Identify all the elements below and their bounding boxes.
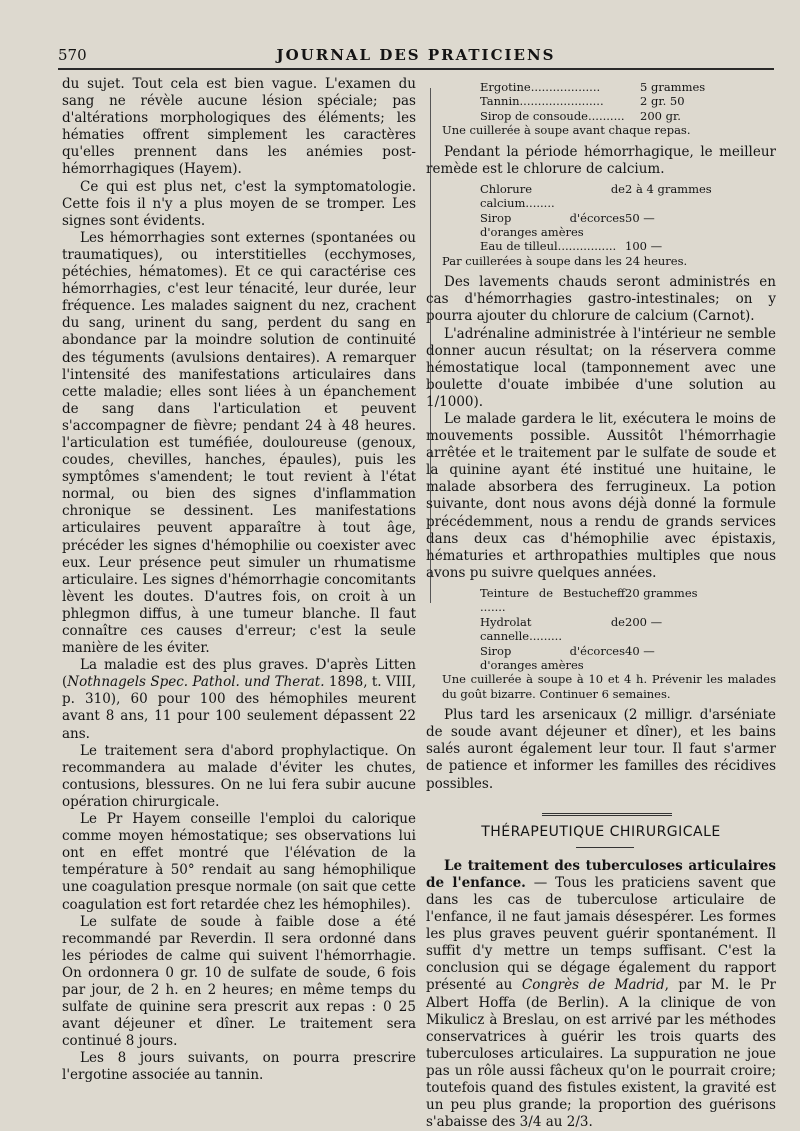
amount: 50 —: [625, 210, 655, 225]
page-header: [58, 44, 774, 68]
prescription-line: [440, 182, 776, 211]
citation: Congrès de Madrid: [521, 977, 665, 994]
text-run: — Tous les praticiens savent que dans les cas de tuberculose articulaire de l'enfance, il ne faut jamais désespérer. Les formes les plus graves peuvent guérir spontanément. Il suffit d'y mettre un temps suffisant. C'est la conclusion qui se dégage également du rapport présenté au: [426, 874, 777, 994]
prescription-line: [440, 94, 776, 108]
header-rule: [58, 68, 774, 70]
paragraph: L'adrénaline administrée à l'intérieur ne semble donner aucun résultat; on la réservera comme hémostatique local (tamponnement avec une boulette d'ouate imbibée d'une solution au 1/1000).: [426, 325, 776, 410]
left-column: [62, 76, 416, 1085]
paragraph: du sujet. Tout cela est bien vague. L'examen du sang ne révèle aucune lésion spéciale; pas d'altérations morphologiques des éléments; les hématies offrent simplement les caractères qu'elles prennent dans les anémies post-hémorrhagiques (Hayem).: [62, 76, 416, 178]
prescription-line: [440, 211, 776, 240]
ingredient: Ergotine...................: [480, 80, 601, 94]
page-number: 570: [58, 46, 87, 64]
paragraph: Le Pr Hayem conseille l'emploi du calorique comme moyen hémostatique; ses observations lui ont en effet montré que l'élévation de la température à 50° rendait au sang hémophilique une coagulation presque normale (on sait que cette coagulation est fort retardée chez les hémophiles).: [62, 811, 416, 913]
paragraph: Le traitement sera d'abord prophylactique. On recommandera au malade d'éviter les chutes, contusions, blessures. On ne lui fera subir aucune opération chirurgicale.: [62, 742, 416, 810]
prescription-line: [440, 239, 776, 253]
prescription-line: [440, 615, 776, 644]
article-title: Le traitement des tuberculoses articulaires de l'enfance.: [426, 857, 776, 891]
paragraph: Les 8 jours suivants, on pourra prescrire l'ergotine associée au tannin.: [62, 1050, 416, 1084]
amount: 20 grammes: [625, 585, 698, 600]
text-run: 1898, t. VIII, p. 310), 60 pour 100 des hémophiles meurent avant 8 ans, 11 pour 100 seulement dépassent 22 ans.: [62, 674, 416, 742]
journal-title: JOURNAL DES PRATICIENS: [276, 46, 556, 64]
text-run: , par M. le Pr Albert Hoffa (de Berlin). A la clinique de von Mikulicz à Breslau, on est arrivé par les méthodes conservatrices à guérir les trois quarts des tuberculoses articulaires. La suppuration ne joue pas un rôle aussi fâcheux qu'on le pourrait croire; toutefois quand des fistules existent, la gravité est un peu plus grande; la proportion des guérisons s'abaisse des 3/4 au 2/3.: [426, 977, 776, 1131]
paragraph: Le malade gardera le lit, exécutera le moins de mouvements possible. Aussitôt l'hémorrhagie arrêtée et le traitement par le sulfate de soude et la quinine ayant été institué une huitaine, le malade absorbera des ferrugineux. La potion suivante, dont nous avons déjà donné la formule précédemment, nous a rendu de grands services dans deux cas d'hémophilie avec épistaxis, hématuries et arthropathies multiples que nous avons pu suivre quelques années.: [426, 411, 776, 581]
amount: 2 gr. 50: [640, 94, 685, 109]
paragraph: Les hémorrhagies sont externes (spontanées ou traumatiques), ou interstitielles (ecchymoses, pétéchies, hématomes). Et ce qui caractérise ces hémorrhagies, c'est leur ténacité, leur durée, leur fréquence. Les malades saignent du nez, crachent du sang, urinent du sang, perdent du sang en abondance par la moindre solution de continuité des téguments (avulsions dentaires). A remarquer l'intensité des manifestations articulaires dans cette maladie; elles sont liées à un épanchement de sang dans l'articulation et peuvent s'accompagner de fièvre; pendant 24 à 48 heures. l'articulation est tuméfiée, douloureuse (genoux, coudes, chevilles, hanches, épaules), puis les symptômes s'amendent; le tout revient à l'état normal, ou bien des signes d'inflammation chronique se dessinent. Les manifestations articulaires peuvent apparaître à tout âge, précéder les signes d'hémophilie ou coexister avec eux. Leur présence peut simuler un rhumatisme articulaire. Les signes d'hémorrhagie concomitants lèvent les doutes. D'autres fois, on croit à un phlegmon diffus, à une tumeur blanche. Il faut connaître ces causes d'erreur; c'est la seule manière de les éviter.: [62, 229, 416, 657]
paragraph: Plus tard les arsenicaux (2 milligr. d'arséniate de soude avant déjeuner et dîner), et les bains salés auront également leur tour. Il faut s'armer de patience et informer les familles des récidives possibles.: [426, 707, 776, 792]
section-separator: [542, 813, 672, 816]
amount: 100 —: [625, 239, 663, 254]
ingredient: Teinture de Bestucheff .......: [480, 585, 625, 615]
prescription-note: Une cuillerée à soupe avant chaque repas.: [442, 123, 691, 138]
prescription-line: [440, 109, 776, 123]
paragraph: [62, 657, 416, 742]
right-column: [426, 76, 776, 1131]
paragraph: Le sulfate de soude à faible dose a été recommandé par Reverdin. Il sera ordonné dans les périodes de calme qui suivent l'hémorrhagie. On ordonnera 0 gr. 10 de sulfate de soude, 6 fois par jour, de 2 h. en 2 heures; en même temps du sulfate de quinine sera prescrit aux repas : 0 25 avant déjeuner et dîner. Le traitement sera continué 8 jours.: [62, 913, 416, 1050]
prescription-note: Par cuillerées à soupe dans les 24 heures.: [442, 253, 688, 268]
amount: 5 grammes: [640, 80, 706, 94]
prescription-line: [440, 586, 776, 615]
ingredient: Hydrolat de cannelle.........: [480, 614, 625, 644]
prescription-ergotine: [440, 80, 776, 138]
ingredient: Sirop d'écorces d'oranges amères: [480, 643, 625, 672]
section-underline: [576, 847, 634, 848]
prescription-line: [440, 644, 776, 673]
paragraph: Pendant la période hémorrhagique, le meilleur remède est le chlorure de calcium.: [426, 143, 776, 177]
prescription-line: [440, 80, 776, 94]
amount: 200 —: [625, 614, 663, 629]
citation: Nothnagels Spec. Pathol. und Therat.: [67, 674, 325, 691]
prescription-note: Une cuillerée à soupe à 10 et 4 h. Prévenir les malades du goût bizarre. Continuer 6 semaines.: [442, 672, 776, 701]
amount: 200 gr.: [640, 108, 681, 123]
ingredient: Sirop de consoude..........: [480, 108, 625, 123]
paragraph: Ce qui est plus net, c'est la symptomatologie. Cette fois il n'y a plus moyen de se tromper. Les signes sont évidents.: [62, 178, 416, 229]
section-title: THÉRAPEUTIQUE CHIRURGICALE: [481, 823, 721, 840]
paragraph: Des lavements chauds seront administrés en cas d'hémorrhagies gastro-intestinales; on y pourra ajouter du chlorure de calcium (Carnot).: [426, 274, 776, 325]
amount: 40 —: [625, 643, 655, 658]
ingredient: Sirop d'écorces d'oranges amères: [480, 210, 625, 240]
text-run: La maladie est des plus graves. D'après Litten (: [62, 657, 416, 691]
ingredient: Eau de tilleul................: [480, 239, 617, 254]
ingredient: Tannin.......................: [480, 94, 604, 109]
prescription-bestucheff: [440, 586, 776, 701]
ingredient: Chlorure de calcium........: [480, 181, 625, 211]
prescription-calcium: [440, 182, 776, 268]
amount: 2 à 4 grammes: [625, 181, 712, 196]
paragraph: [426, 858, 776, 1131]
